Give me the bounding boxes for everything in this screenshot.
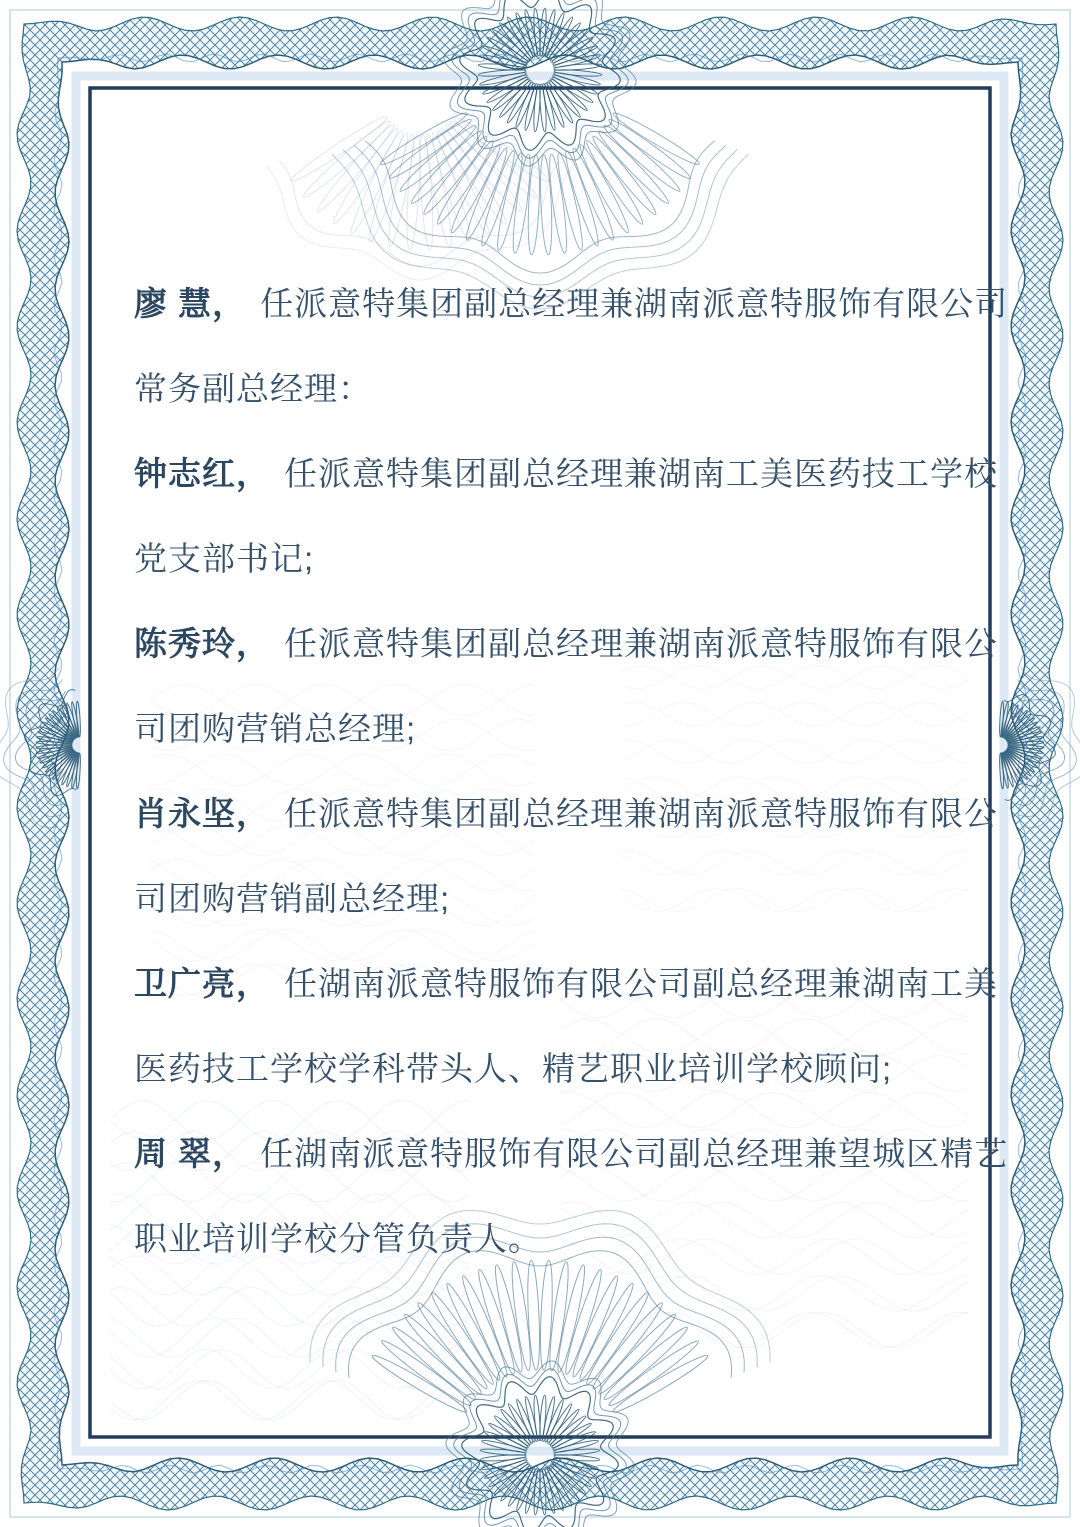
appointment-text-line: 党支部书记; <box>134 540 315 577</box>
appointment-text-line: 司团购营销副总经理; <box>134 880 451 917</box>
appointment-item <box>134 941 998 1111</box>
appointment-text-line: 任派意特集团副总经理兼湖南派意特服饰有限公 <box>284 625 998 662</box>
person-name: 钟志红， <box>134 455 270 492</box>
person-name: 卫广亮， <box>134 965 270 1002</box>
appointment-text-line: 医药技工学校学科带头人、精艺职业培训学校顾问; <box>134 1050 893 1087</box>
appointment-item <box>134 601 998 771</box>
appointment-text-line: 任派意特集团副总经理兼湖南派意特服饰有限公 <box>284 795 998 832</box>
appointment-item <box>134 771 998 941</box>
appointment-item <box>134 261 1009 431</box>
appointment-text-line: 任派意特集团副总经理兼湖南工美医药技工学校 <box>284 455 998 492</box>
person-name: 周 翠， <box>134 1135 247 1172</box>
appointment-list <box>134 261 1009 1281</box>
appointment-text-line: 司团购营销总经理; <box>134 710 417 747</box>
person-name: 陈秀玲， <box>134 625 270 662</box>
appointment-text-line: 职业培训学校分管负责人。 <box>134 1220 542 1257</box>
appointment-text-line: 任湖南派意特服饰有限公司副总经理兼湖南工美 <box>284 965 998 1002</box>
appointment-item <box>134 1111 1009 1281</box>
person-name: 廖 慧， <box>134 285 247 322</box>
appointment-item <box>134 431 998 601</box>
appointment-text-line: 任派意特集团副总经理兼湖南派意特服饰有限公司 <box>260 285 1009 322</box>
appointment-text-line: 常务副总经理： <box>134 370 372 407</box>
appointment-text-line: 任湖南派意特服饰有限公司副总经理兼望城区精艺 <box>260 1135 1009 1172</box>
person-name: 肖永坚， <box>134 795 270 832</box>
